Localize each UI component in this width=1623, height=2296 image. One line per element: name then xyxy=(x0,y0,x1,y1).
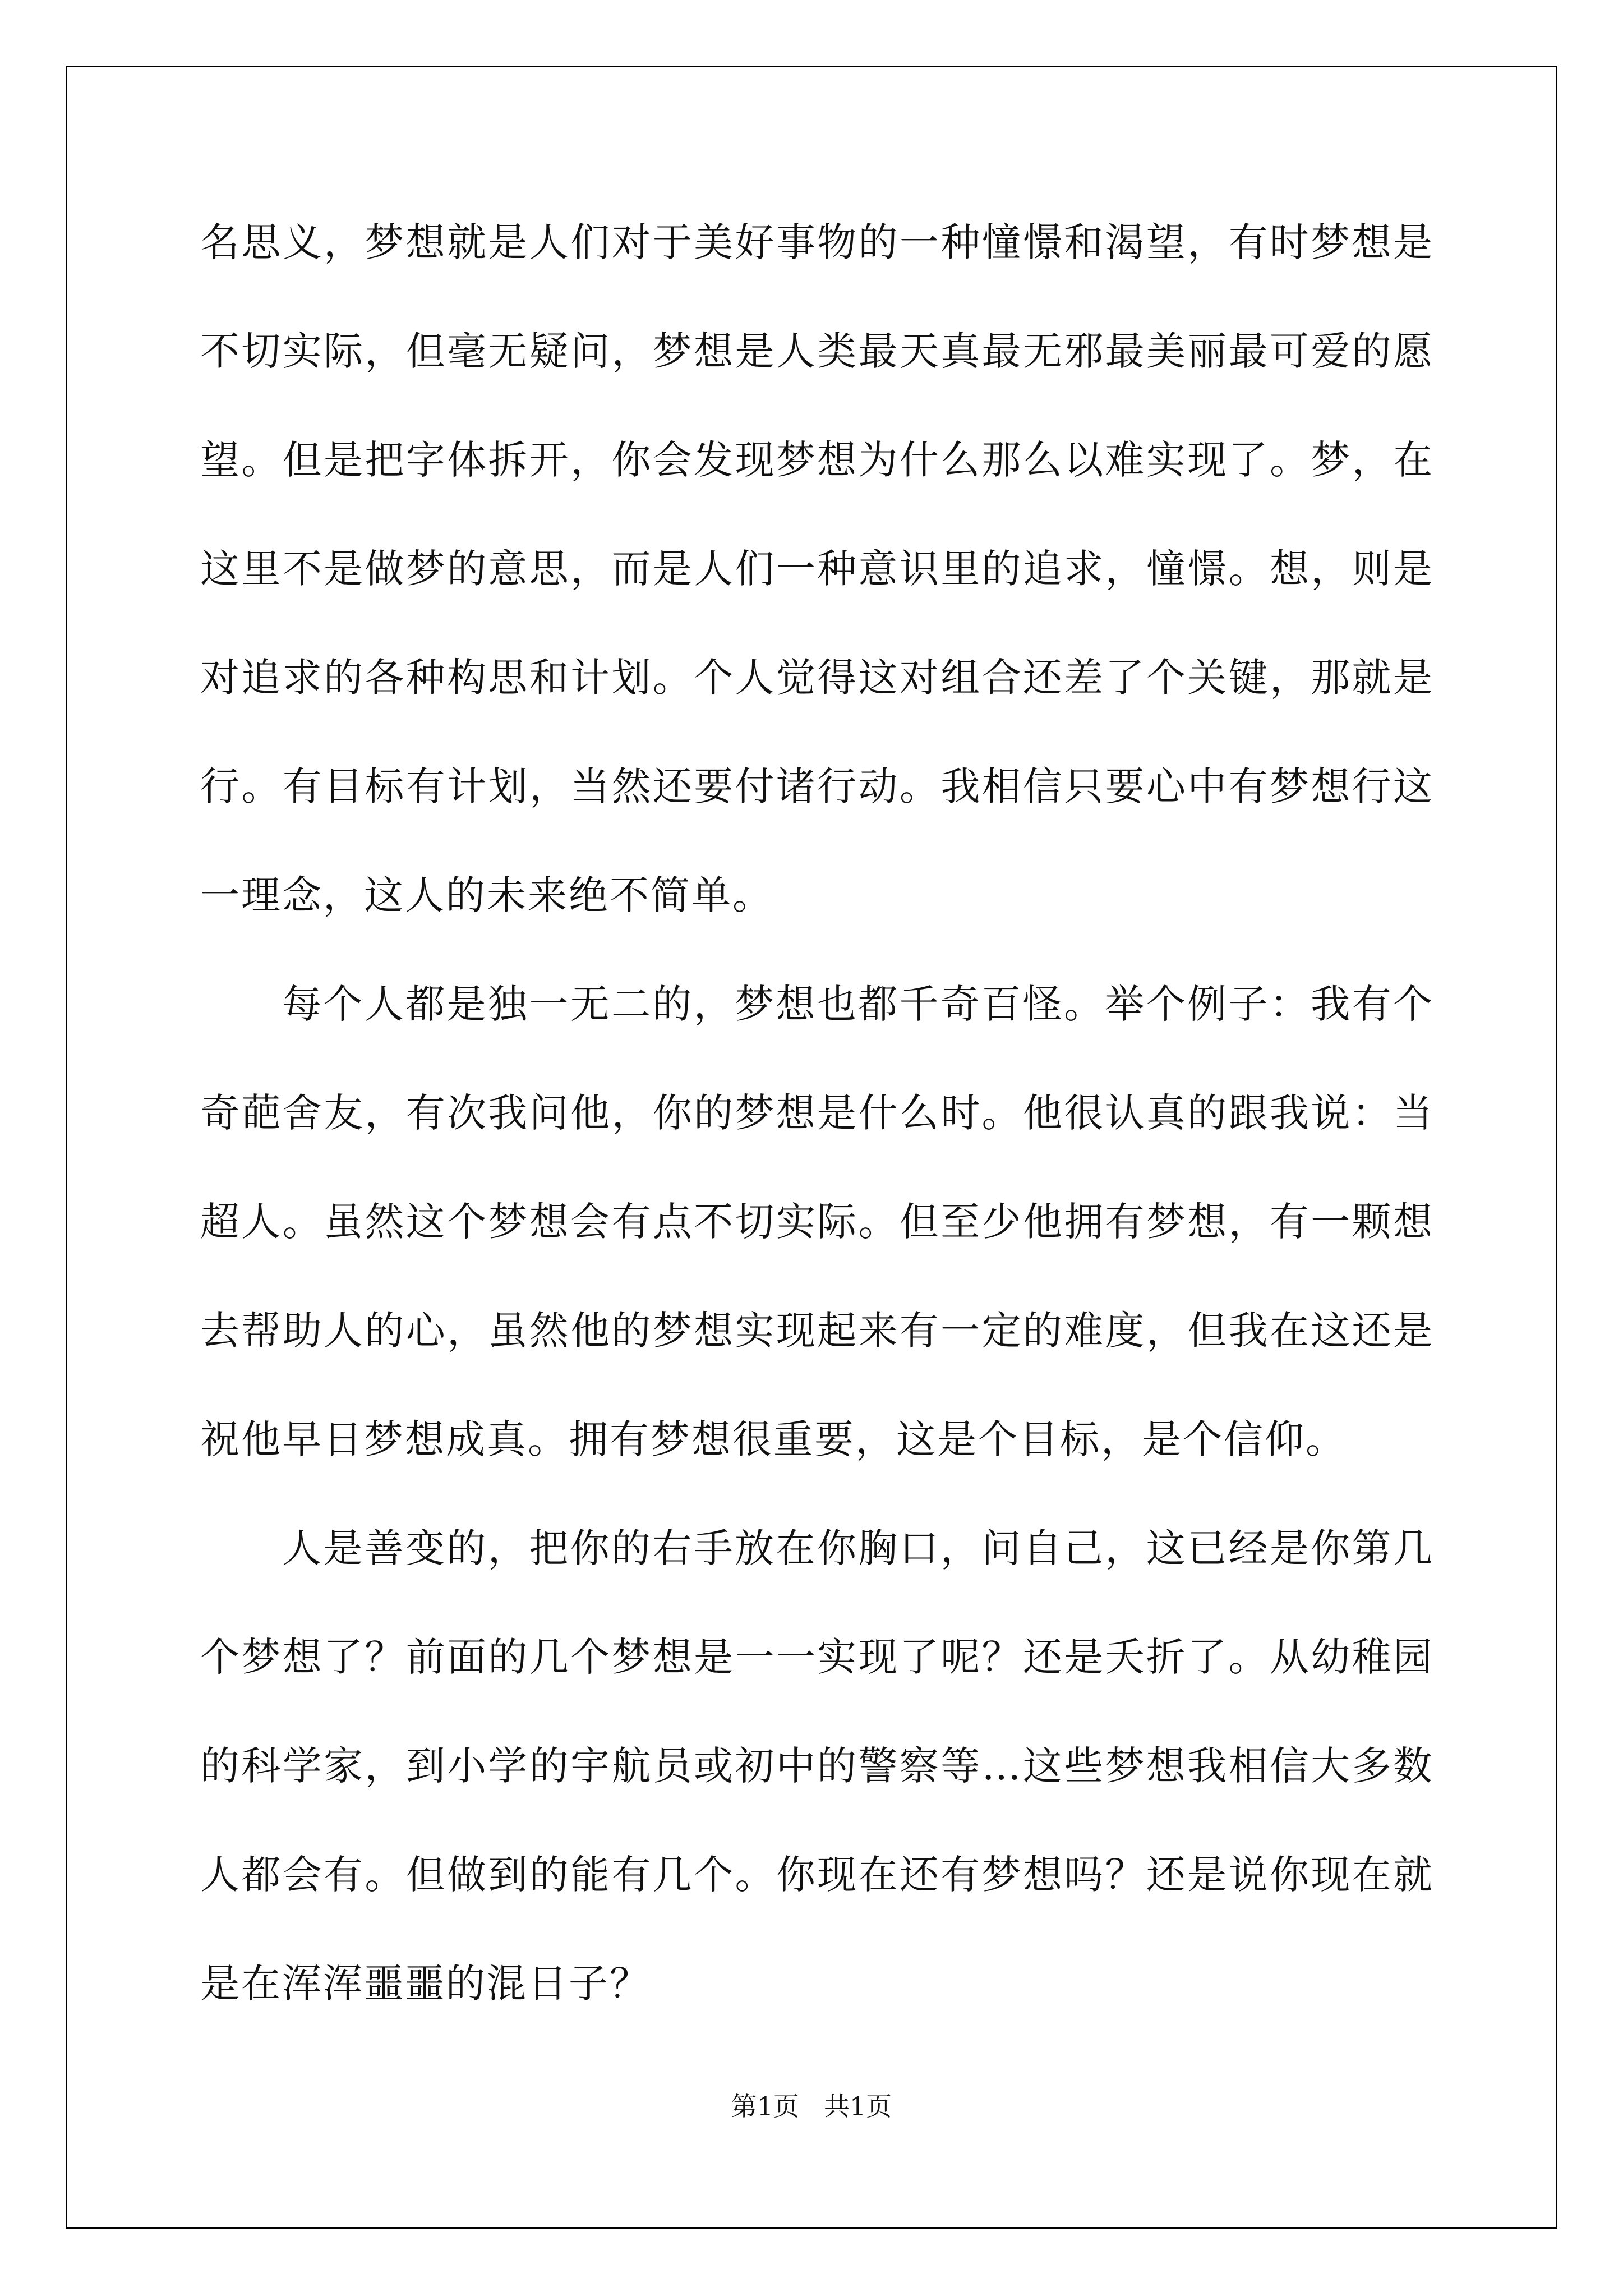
footer-separator xyxy=(799,2091,824,2122)
page-footer xyxy=(0,2090,1623,2123)
paragraph-2: 每个人都是独一无二的，梦想也都千奇百怪。举个例子：我有个奇葩舍友，有次我问他，你的梦想是什么时。他很认真的跟我说：当超人。虽然这个梦想会有点不切实际。但至少他拥有梦想，有一颗想去帮助人的心，虽然他的梦想实现起来有一定的难度，但我在这还是祝他早日梦想成真。拥有梦想很重要，这是个目标，是个信仰。 xyxy=(200,981,1434,1462)
paragraph-3: 人是善变的，把你的右手放在你胸口，问自己，这已经是你第几个梦想了？前面的几个梦想是一一实现了呢？还是夭折了。从幼稚园的科学家，到小学的宇航员或初中的警察等…这些梦想我相信大多数人都会有。但做到的能有几个。你现在还有梦想吗？还是说你现在就是在浑浑噩噩的混日子？ xyxy=(200,1525,1434,2007)
page-total: 共1页 xyxy=(823,2091,892,2122)
page-number: 第1页 xyxy=(731,2091,800,2122)
document-body xyxy=(200,188,1434,2038)
paragraph-1: 名思义，梦想就是人们对于美好事物的一种憧憬和渴望，有时梦想是不切实际，但毫无疑问，梦想是人类最天真最无邪最美丽最可爱的愿望。但是把字体拆开，你会发现梦想为什么那么以难实现了。梦，在这里不是做梦的意思，而是人们一种意识里的追求，憧憬。想，则是对追求的各种构思和计划。个人觉得这对组合还差了个关键，那就是行。有目标有计划，当然还要付诸行动。我相信只要心中有梦想行这一理念，这人的未来绝不简单。 xyxy=(200,219,1434,918)
